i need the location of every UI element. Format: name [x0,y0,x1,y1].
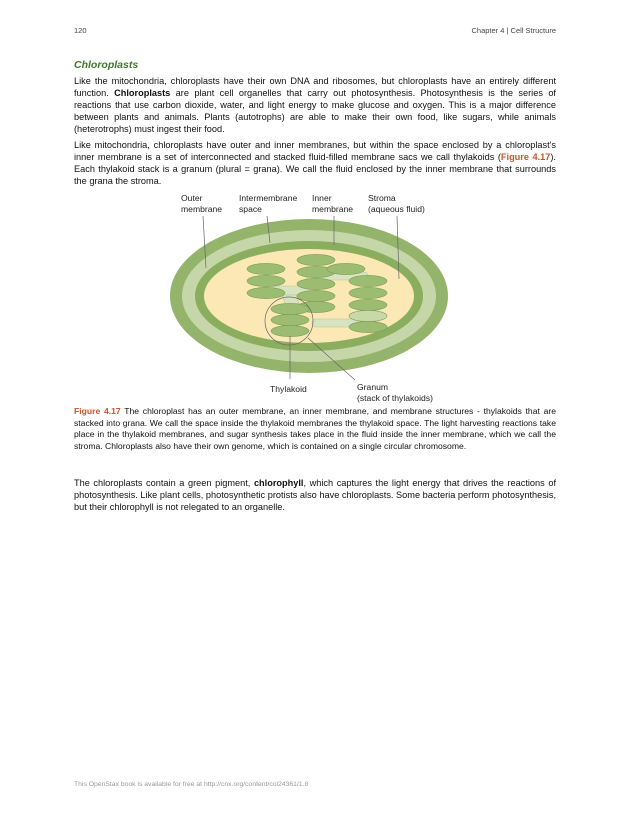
paragraph-membranes [74,139,556,187]
granum-left [247,263,285,298]
term-chloroplasts: Chloroplasts [114,88,171,99]
paragraph-text: ). Each thylakoid stack is a granum (plural = grana). We call the fluid enclosed by the inner membrane that surrounds the grana the stroma. [74,152,556,187]
granum-center [297,254,335,312]
label-granum: Granum [357,382,389,392]
section-title: Chloroplasts [74,59,139,71]
label-stroma: Stroma [368,193,396,203]
figure-caption [74,406,556,452]
granum-highlighted [271,303,309,336]
paragraph-text: , which captures the light energy that drives the reactions of photosynthesis. Like plant cells, photosynthetic protists also have chloroplasts. Some bacteria perform photosynthesis, but their chlorophyll is not relegated to an organelle. [74,478,556,513]
paragraph-text: Like mitochondria, chloroplasts have outer and inner membranes, but within the space enclosed by a chloroplast's inner membrane is a set of interconnected and stacked fluid-filled membrane sacs we call thylakoids ( [74,140,556,163]
chloroplast-diagram [0,185,630,405]
granum-right [349,275,387,332]
paragraph-text: are plant cell organelles that carry out photosynthesis. Photosynthesis is the series of reactions that use carbon dioxide, water, and light energy to make glucose and oxygen. This is a major difference between plants and animals. Plants (autotrophs) are able to make their own food, like sugars, while animals (heterotrophs) must ingest their food. [74,88,556,135]
term-chlorophyll: chlorophyll [253,478,304,488]
page-number: 120 [74,26,87,35]
label-inner-membrane: membrane [312,204,354,214]
paragraph-text: Like the mitochondria, chloroplasts have their own DNA and ribosomes, but chloroplasts have an entirely different function. [74,76,556,99]
label-intermembrane-space: space [239,204,262,214]
label-inner-membrane: Inner [312,193,332,203]
caption-label: Figure 4.17 [74,406,121,416]
figure-link[interactable]: Figure 4.17 [500,152,551,163]
paragraph-text: The chloroplasts contain a green pigment, [74,478,254,488]
granum-small [327,263,365,274]
label-thylakoid: Thylakoid [270,384,307,394]
footer-note: This OpenStax book is available for free at http://cnx.org/content/col24361/1.8 [74,781,309,788]
chapter-header: Chapter 4 | Cell Structure [471,26,556,35]
label-outer-membrane: Outer [181,193,203,203]
paragraph-chloroplasts [74,75,556,135]
label-stroma: (aqueous fluid) [368,204,425,214]
label-outer-membrane: membrane [181,204,223,214]
caption-text: The chloroplast has an outer membrane, an inner membrane, and membrane structures - thylakoids that are stacked into grana. We call the space inside the thylakoid membranes the thylakoid space. The light harvesting reactions take place in the thylakoid membranes, and sugar synthesis takes place in the fluid inside the inner membrane, which we call the stroma. Chloroplasts also have their own genome, which is contained on a single circular chromosome. [74,406,556,451]
paragraph-chlorophyll [74,477,556,513]
label-intermembrane-space: Intermembrane [239,193,298,203]
label-granum: (stack of thylakoids) [357,393,433,403]
